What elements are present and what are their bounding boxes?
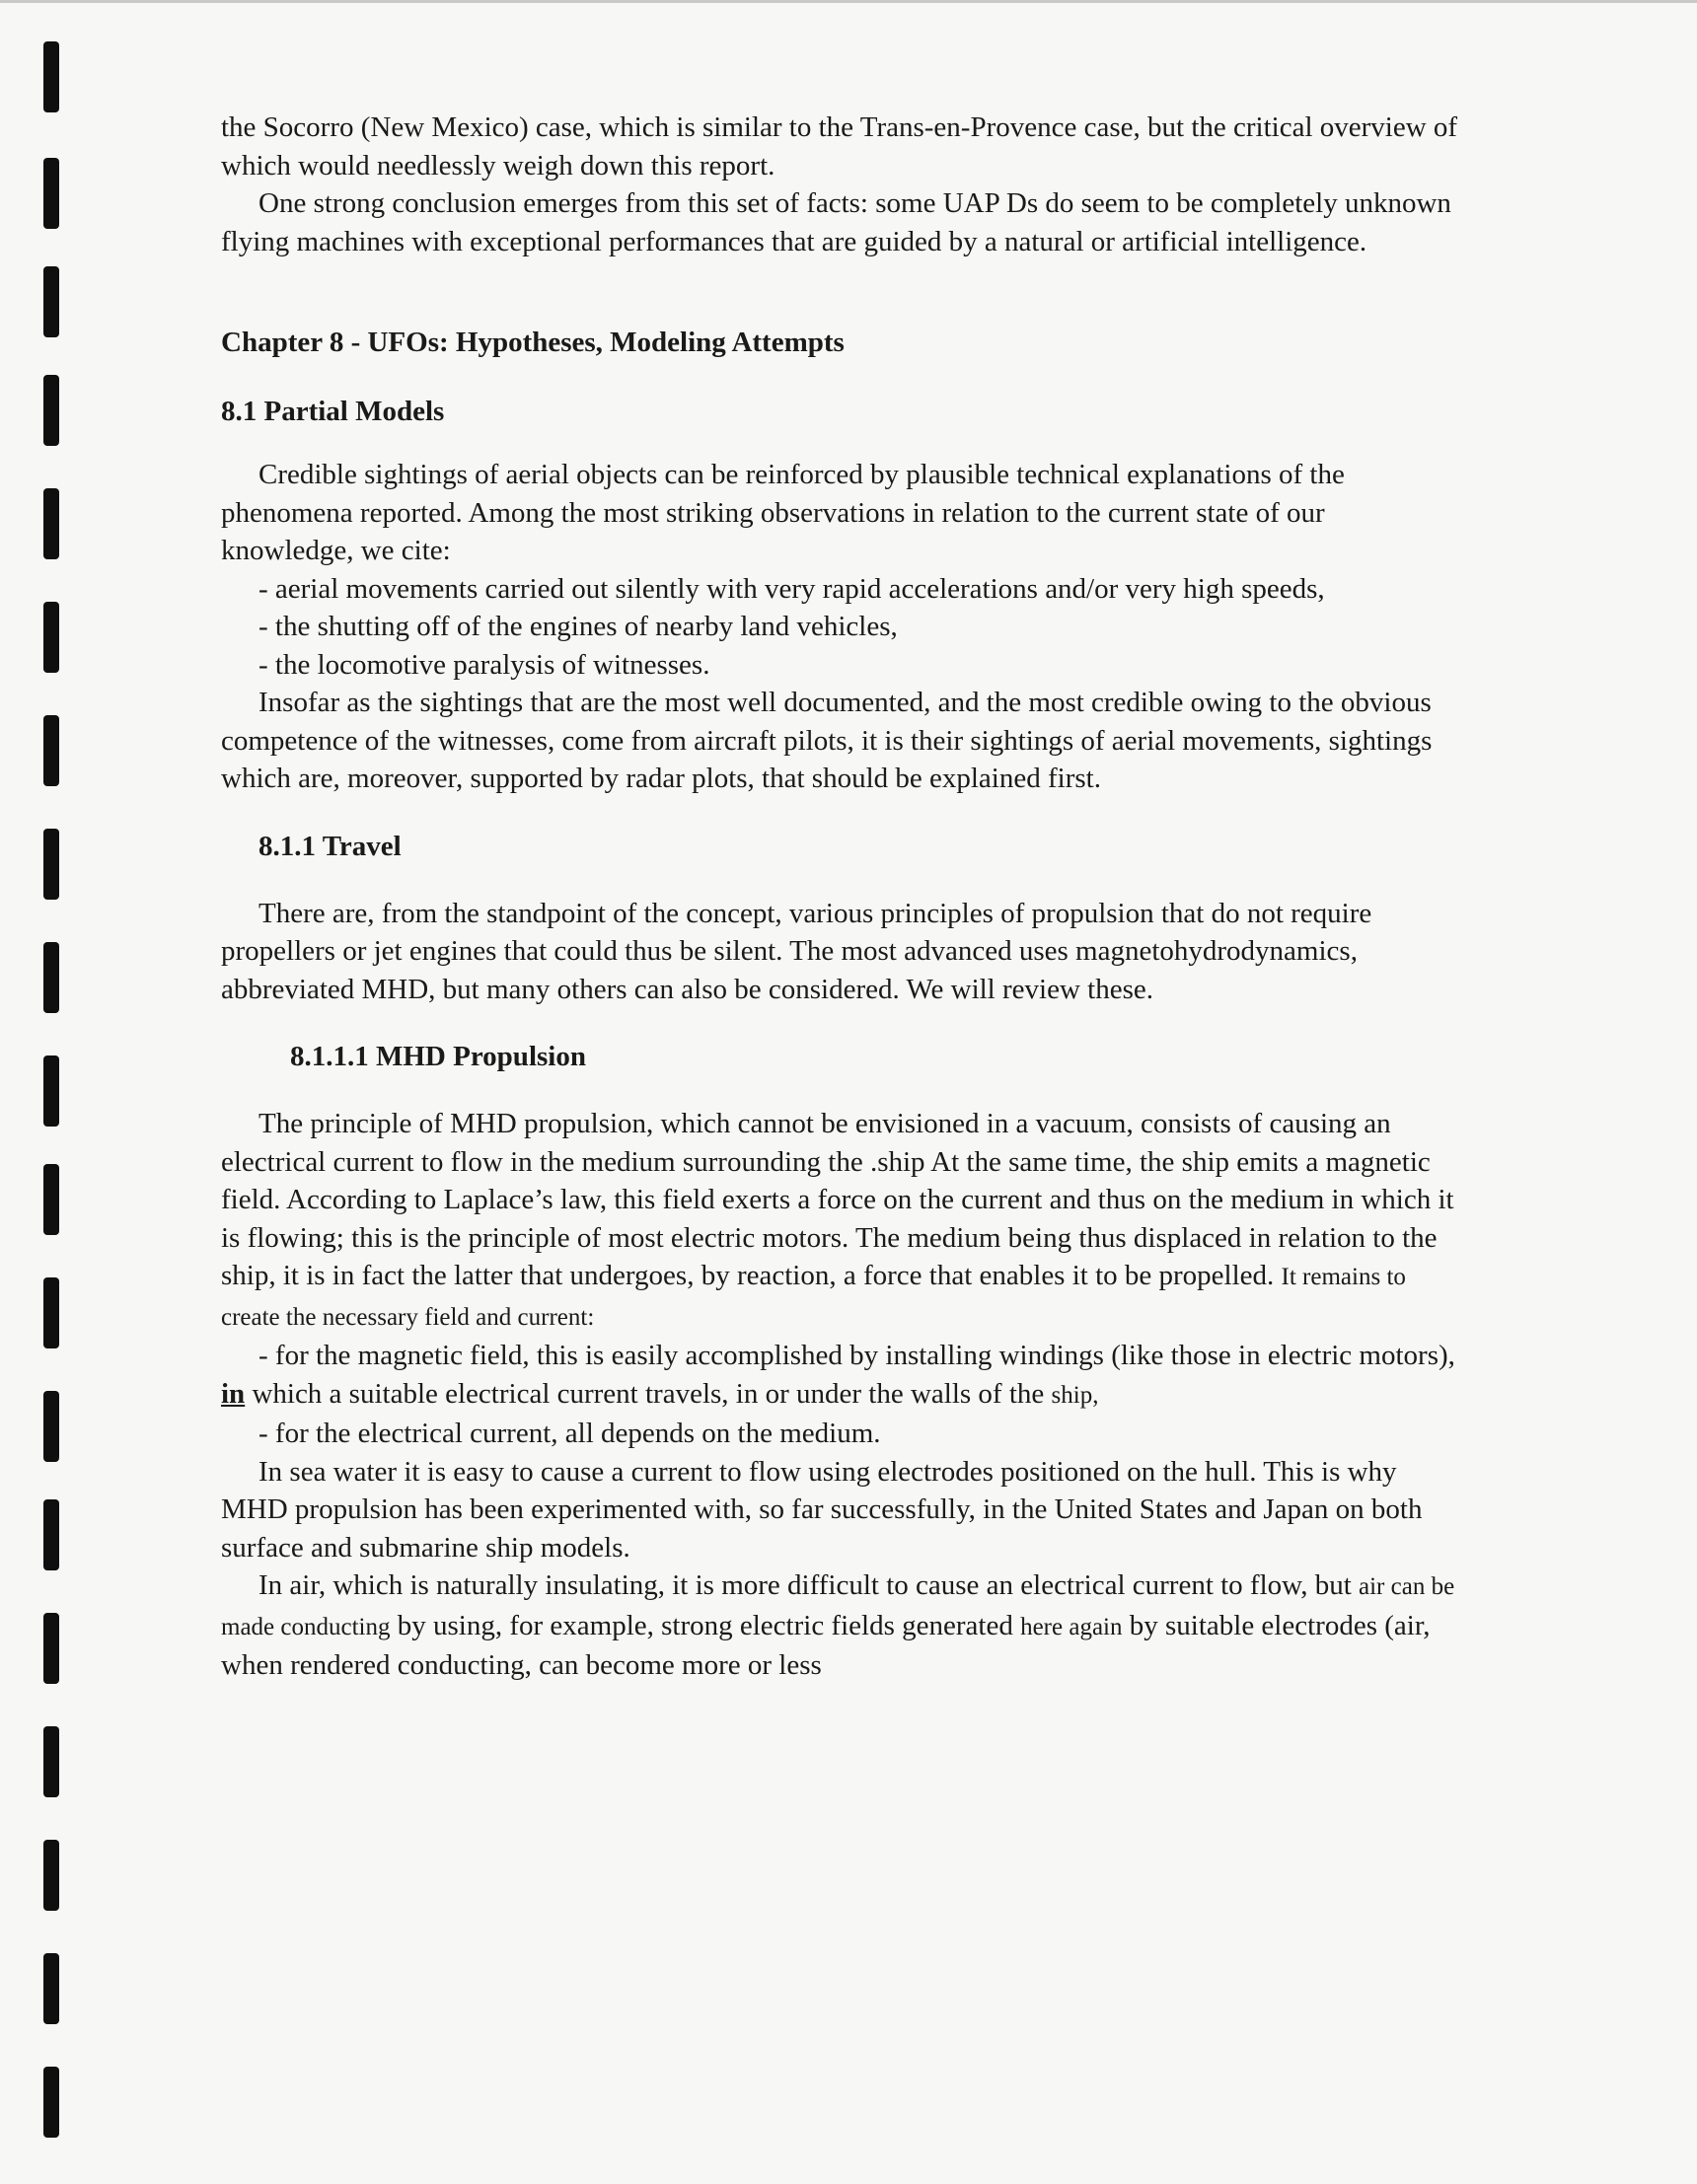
underlined-word: in [221,1377,246,1410]
sea-water-paragraph: In sea water it is easy to cause a current to flow using electrodes positioned on the hull. This is why MHD propulsion has been experimented with, so far successfully, in the United States and Japan on both surface and submarine ship models. [221,1455,1423,1564]
section-heading-8-1-1-1: 8.1.1.1 MHD Propulsion [290,1041,586,1072]
air-paragraph [221,1566,1462,1685]
air-text-cont: by using, for example, strong electric fields generated [397,1609,1013,1641]
section-heading-8-1: 8.1 Partial Models [221,396,445,427]
page-top-edge [0,0,1697,3]
intro-paragraph: the Socorro (New Mexico) case, which is similar to the Trans-en-Provence case, but the critical overview of which would needlessly weigh down this report. [221,111,1458,182]
binding-holes [37,0,67,2184]
mhd-principle-tail: It remains to create the necessary field and current: [221,1264,1406,1331]
punch-hole [43,158,59,229]
conclusion-paragraph: One strong conclusion emerges from this set of facts: some UAP Ds do seem to be completely unknown flying machines with exceptional performances that are guided by a natural or artificial intelligence. [221,187,1451,257]
travel-paragraph: There are, from the standpoint of the concept, various principles of propulsion that do not require propellers or jet engines that could thus be silent. The most advanced uses magnetohydrodynamics, abbreviated MHD, but many others can also be considered. We will review these. [221,897,1372,1005]
air-text-small: air can be made conducting [221,1573,1455,1640]
punch-hole [43,1840,59,1911]
magnetic-field-text-end: ship, [1051,1381,1099,1409]
mhd-principle-text: The principle of MHD propulsion, which cannot be envisioned in a vacuum, consists of causing an electrical current to flow in the medium surrounding the .ship At the same time, the ship emits a magnetic field. According to Laplace’s law, this field exerts a force on the current and thus on the medium in which it is flowing; this is the principle of most electric motors. The medium being thus displaced in relation to the ship, it is in fact the latter that undergoes, by reaction, a force that enables it to be propelled. [221,1108,1454,1291]
list-item: - the locomotive paralysis of witnesses. [258,648,710,681]
punch-hole [43,488,59,559]
list-item: - for the electrical current, all depends on the medium. [258,1418,881,1449]
air-text: In air, which is naturally insulating, it is more difficult to cause an electrical current to flow, but [258,1569,1352,1601]
punch-hole [43,1726,59,1797]
punch-hole [43,715,59,786]
section-heading-8-1-1: 8.1.1 Travel [258,830,402,862]
air-text-small-2: here again [1020,1613,1123,1640]
magnetic-field-text: - for the magnetic field, this is easily accomplished by installing windings (like those in electric motors), [258,1340,1455,1371]
punch-hole [43,41,59,112]
punch-hole [43,1164,59,1235]
magnetic-field-text-cont: which a suitable electrical current travels, in or under the walls of the [252,1377,1045,1410]
punch-hole [43,2067,59,2138]
punch-hole [43,602,59,673]
punch-hole [43,1391,59,1462]
mhd-principle-paragraph [221,1105,1462,1337]
punch-hole [43,1499,59,1570]
punch-hole [43,375,59,446]
document-body [221,109,1462,1685]
punch-hole [43,829,59,900]
air-text-end: by suitable electrodes (air, when rendered conducting, can become more or less [221,1609,1431,1681]
punch-hole [43,1056,59,1127]
partial-models-paragraph: Credible sightings of aerial objects can be reinforced by plausible technical explanations of the phenomena reported. Among the most striking observations in relation to the current state of our knowledge, we cite: [221,459,1345,566]
list-item: - the shutting off of the engines of nearby land vehicles, [258,611,898,642]
insofar-paragraph: Insofar as the sightings that are the most well documented, and the most credible owing to the obvious competence of the witnesses, come from aircraft pilots, it is their sightings of aerial movements, sightings which are, moreover, supported by radar plots, that should be explained first. [221,687,1433,794]
list-item: - aerial movements carried out silently with very rapid accelerations and/or very high speeds, [258,572,1325,605]
punch-hole [43,1613,59,1684]
punch-hole [43,266,59,337]
list-item [221,1337,1462,1415]
punch-hole [43,942,59,1013]
punch-hole [43,1277,59,1348]
punch-hole [43,1953,59,2024]
chapter-heading: Chapter 8 - UFOs: Hypotheses, Modeling Attempts [221,327,845,358]
